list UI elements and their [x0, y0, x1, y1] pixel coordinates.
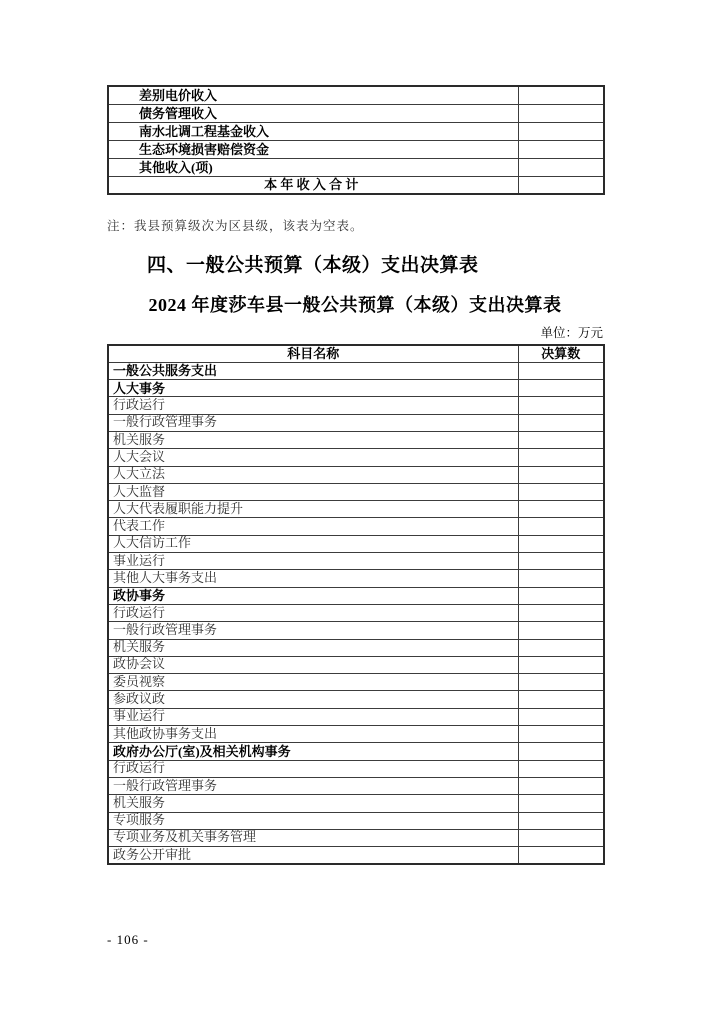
subject-cell: 债务管理收入 — [108, 104, 518, 122]
value-cell — [518, 380, 604, 397]
header-row — [108, 345, 604, 362]
table-row — [108, 431, 604, 448]
income-table — [107, 85, 605, 195]
subject-cell: 机关服务 — [108, 639, 518, 656]
subject-cell: 生态环境损害赔偿资金 — [108, 140, 518, 158]
value-cell — [518, 397, 604, 414]
table-row — [108, 847, 604, 864]
table-row — [108, 829, 604, 846]
value-cell — [518, 795, 604, 812]
subject-cell: 人大会议 — [108, 449, 518, 466]
table-row — [108, 812, 604, 829]
value-cell — [518, 501, 604, 518]
subject-cell: 其他政协事务支出 — [108, 726, 518, 743]
value-cell — [518, 743, 604, 760]
value-cell — [518, 587, 604, 604]
value-cell — [518, 535, 604, 552]
page-number: - 106 - — [107, 932, 149, 947]
subject-cell: 人大立法 — [108, 466, 518, 483]
subject-cell: 事业运行 — [108, 708, 518, 725]
value-cell — [518, 483, 604, 500]
value-cell — [518, 829, 604, 846]
value-cell — [518, 691, 604, 708]
subject-cell: 人大监督 — [108, 483, 518, 500]
value-cell — [518, 86, 604, 104]
column-header-subject: 科目名称 — [108, 345, 518, 362]
subject-cell: 事业运行 — [108, 553, 518, 570]
expense-table — [107, 344, 605, 865]
value-cell — [518, 362, 604, 379]
expense-table-body — [108, 362, 604, 864]
section-title: 四、一般公共预算（本级）支出决算表 — [147, 255, 479, 276]
subject-cell: 机关服务 — [108, 431, 518, 448]
subject-cell: 本 年 收 入 合 计 — [108, 176, 518, 194]
table-row — [108, 104, 604, 122]
subject-cell: 代表工作 — [108, 518, 518, 535]
table-row — [108, 570, 604, 587]
table-row — [108, 553, 604, 570]
table-row — [108, 86, 604, 104]
table-row — [108, 397, 604, 414]
table-row — [108, 449, 604, 466]
table-row — [108, 158, 604, 176]
value-cell — [518, 553, 604, 570]
subject-cell: 人大信访工作 — [108, 535, 518, 552]
value-cell — [518, 656, 604, 673]
unit-label: 单位：万元 — [540, 326, 603, 340]
table-row — [108, 674, 604, 691]
subject-cell: 专项业务及机关事务管理 — [108, 829, 518, 846]
subject-cell: 差别电价收入 — [108, 86, 518, 104]
subject-cell: 一般公共服务支出 — [108, 362, 518, 379]
value-cell — [518, 122, 604, 140]
table-row — [108, 176, 604, 194]
table-row — [108, 691, 604, 708]
table-row — [108, 140, 604, 158]
value-cell — [518, 176, 604, 194]
table-row — [108, 535, 604, 552]
value-cell — [518, 639, 604, 656]
subject-cell: 其他人大事务支出 — [108, 570, 518, 587]
table-row — [108, 122, 604, 140]
value-cell — [518, 518, 604, 535]
table-row — [108, 362, 604, 379]
table-row — [108, 777, 604, 794]
value-cell — [518, 847, 604, 864]
subject-cell: 一般行政管理事务 — [108, 777, 518, 794]
table-row — [108, 639, 604, 656]
value-cell — [518, 431, 604, 448]
subject-cell: 政府办公厅(室)及相关机构事务 — [108, 743, 518, 760]
table-row — [108, 656, 604, 673]
table-row — [108, 483, 604, 500]
value-cell — [518, 726, 604, 743]
table-title: 2024 年度莎车县一般公共预算（本级）支出决算表 — [148, 295, 562, 315]
subject-cell: 行政运行 — [108, 760, 518, 777]
table-row — [108, 743, 604, 760]
value-cell — [518, 140, 604, 158]
value-cell — [518, 622, 604, 639]
table-row — [108, 414, 604, 431]
subject-cell: 人大事务 — [108, 380, 518, 397]
value-cell — [518, 466, 604, 483]
table-row — [108, 501, 604, 518]
subject-cell: 参政议政 — [108, 691, 518, 708]
table-row — [108, 380, 604, 397]
note: 注：我县预算级次为区县级，该表为空表。 — [107, 218, 364, 233]
column-header-value: 决算数 — [518, 345, 604, 362]
subject-cell: 一般行政管理事务 — [108, 414, 518, 431]
table-row — [108, 726, 604, 743]
subject-cell: 行政运行 — [108, 397, 518, 414]
table-row — [108, 466, 604, 483]
value-cell — [518, 449, 604, 466]
subject-cell: 政协事务 — [108, 587, 518, 604]
subject-cell: 其他收入(项) — [108, 158, 518, 176]
table-row — [108, 708, 604, 725]
value-cell — [518, 777, 604, 794]
value-cell — [518, 158, 604, 176]
table-row — [108, 760, 604, 777]
value-cell — [518, 104, 604, 122]
value-cell — [518, 414, 604, 431]
subject-cell: 南水北调工程基金收入 — [108, 122, 518, 140]
subject-cell: 政协会议 — [108, 656, 518, 673]
income-table-body — [108, 86, 604, 194]
subject-cell: 一般行政管理事务 — [108, 622, 518, 639]
table-row — [108, 604, 604, 621]
value-cell — [518, 708, 604, 725]
table-row — [108, 518, 604, 535]
value-cell — [518, 604, 604, 621]
subject-cell: 行政运行 — [108, 604, 518, 621]
value-cell — [518, 570, 604, 587]
table-row — [108, 587, 604, 604]
subject-cell: 机关服务 — [108, 795, 518, 812]
table-row — [108, 622, 604, 639]
table-row — [108, 795, 604, 812]
subject-cell: 人大代表履职能力提升 — [108, 501, 518, 518]
subject-cell: 政务公开审批 — [108, 847, 518, 864]
subject-cell: 专项服务 — [108, 812, 518, 829]
subject-cell: 委员视察 — [108, 674, 518, 691]
value-cell — [518, 812, 604, 829]
value-cell — [518, 760, 604, 777]
value-cell — [518, 674, 604, 691]
